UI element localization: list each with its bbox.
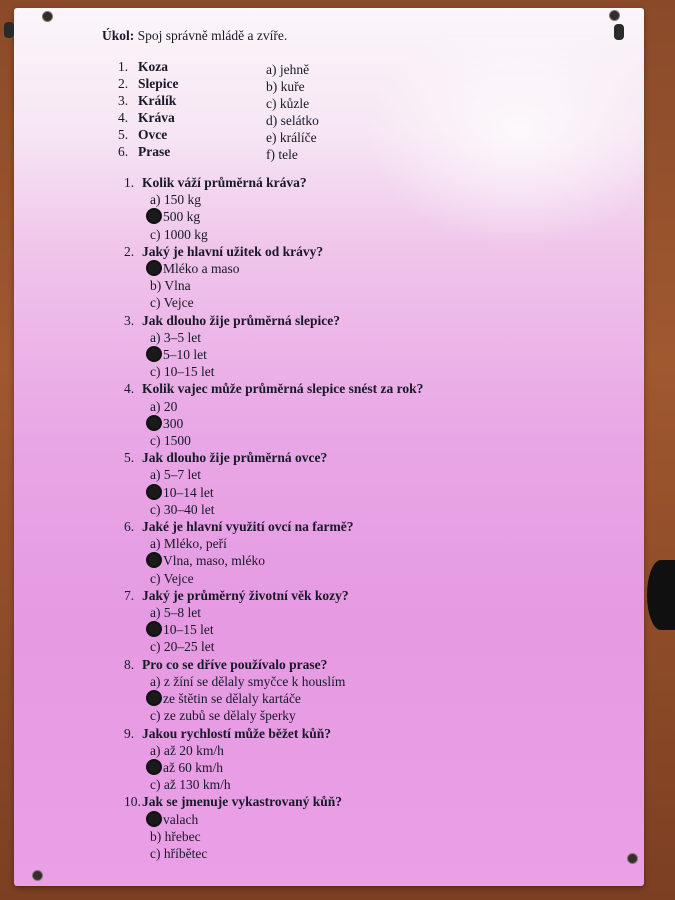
answer-option [124,759,423,776]
quiz-list [124,174,423,862]
answer-option [124,828,423,845]
question [124,449,423,466]
answer-text: 10–15 let [163,622,214,638]
circled-answer-icon [146,690,162,706]
circled-answer-icon [146,208,162,224]
animal-item [118,92,179,109]
answer-text: b) Vlna [150,278,191,294]
animal-name: Králík [138,93,177,108]
answer-text: a) 5–8 let [150,605,201,621]
question-text: Jaký je průměrný životní věk kozy? [142,587,349,603]
animal-name: Kráva [138,110,175,125]
animal-number: 5. [118,127,129,142]
animal-number: 6. [118,144,129,159]
answer-option [124,638,423,655]
answer-text: c) 30–40 let [150,501,215,517]
young-item: e) králíče [266,130,317,145]
young-item: a) jehně [266,62,310,77]
circled-answer-icon [146,552,162,568]
answer-text: c) 1500 [150,433,191,449]
answer-text: 5–10 let [163,347,207,363]
answer-text: c) hříbětec [150,845,208,861]
answer-text: a) 150 kg [150,192,201,208]
answer-text: a) 20 [150,398,178,414]
circled-answer-icon [146,346,162,362]
question [124,243,423,260]
animal-number: 2. [118,76,129,91]
animal-name: Koza [138,59,168,74]
answer-option [124,604,423,621]
answer-text: c) Vejce [150,570,194,586]
animal-item [118,75,179,92]
answer-option [124,776,423,793]
answer-text: 300 [163,415,184,431]
answer-option [124,415,423,432]
task-text: Spoj správně mládě a zvíře. [137,28,288,43]
answer-text: Mléko a maso [163,261,240,277]
animal-item [118,126,179,143]
answer-option [124,742,423,759]
answer-text: a) 5–7 let [150,467,201,483]
animal-name: Ovce [138,127,168,142]
question-text: Jak dlouho žije průměrná ovce? [142,450,328,466]
answer-option [124,570,423,587]
question [124,587,423,604]
young-item: b) kuře [266,79,305,94]
question [124,518,423,535]
answer-text: 500 kg [163,209,201,225]
animal-number: 1. [118,59,129,74]
answer-option [124,294,423,311]
background-object [647,560,675,630]
question-number: 10. [124,794,141,810]
animal-number: 4. [118,110,129,125]
young-list [266,61,319,163]
question-text: Jakou rychlostí může běžet kůň? [142,725,331,741]
answer-option [124,621,423,638]
question-number: 2. [124,243,135,259]
answer-text: c) 1000 kg [150,226,208,242]
animal-item [118,109,179,126]
question-text: Jak dlouho žije průměrná slepice? [142,312,340,328]
answer-option [124,501,423,518]
animal-name: Prase [138,144,171,159]
circled-answer-icon [146,621,162,637]
answer-text: 10–14 let [163,484,214,500]
young-item: c) kůzle [266,96,310,111]
question-text: Kolik vajec může průměrná slepice snést za rok? [142,381,424,397]
question [124,380,423,397]
answer-text: c) ze zubů se dělaly šperky [150,708,296,724]
answer-option [124,466,423,483]
answer-option [124,329,423,346]
answer-option [124,535,423,552]
answer-option [124,208,423,225]
answer-option [124,484,423,501]
answer-text: c) 10–15 let [150,364,215,380]
young-item: f) tele [266,147,298,162]
answer-option [124,811,423,828]
answer-text: ze štětin se dělaly kartáče [163,691,301,707]
answer-option [124,226,423,243]
clip-icon [4,22,14,38]
animal-list [118,58,179,160]
answer-option [124,432,423,449]
answer-option [124,398,423,415]
answer-option [124,363,423,380]
answer-option [124,191,423,208]
circled-answer-icon [146,759,162,775]
answer-text: c) 20–25 let [150,639,215,655]
circled-answer-icon [146,484,162,500]
question [124,793,423,810]
question-number: 7. [124,587,135,603]
animal-item [118,143,179,160]
question-number: 4. [124,381,135,397]
answer-option [124,707,423,724]
circled-answer-icon [146,811,162,827]
answer-text: a) z žíní se dělaly smyčce k houslím [150,673,346,689]
animal-number: 3. [118,93,129,108]
circled-answer-icon [146,415,162,431]
answer-text: Vlna, maso, mléko [163,553,265,569]
question-number: 1. [124,175,135,190]
task-heading [102,28,287,44]
animal-item [118,58,179,75]
question [124,312,423,329]
animal-name: Slepice [138,76,179,91]
answer-text: a) až 20 km/h [150,742,224,758]
answer-option [124,260,423,277]
answer-option [124,690,423,707]
question-text: Pro co se dříve používalo prase? [142,656,328,672]
answer-text: a) Mléko, peří [150,536,227,552]
question [124,174,423,191]
answer-text: b) hřebec [150,828,201,844]
question-text: Jaký je hlavní užitek od krávy? [142,243,324,259]
question-text: Jak se jmenuje vykastrovaný kůň? [142,794,343,810]
question-number: 9. [124,725,135,741]
answer-option [124,845,423,862]
young-item: d) selátko [266,113,319,128]
answer-text: a) 3–5 let [150,329,201,345]
answer-option [124,552,423,569]
question [124,656,423,673]
question-number: 5. [124,450,135,466]
worksheet-paper [14,8,644,886]
question-number: 8. [124,656,135,672]
answer-option [124,673,423,690]
question-number: 6. [124,519,135,535]
question-text: Kolik váží průměrná kráva? [142,175,307,190]
answer-text: c) Vejce [150,295,194,311]
question-number: 3. [124,312,135,328]
answer-option [124,277,423,294]
answer-text: valach [163,811,199,827]
answer-text: až 60 km/h [163,759,223,775]
question-text: Jaké je hlavní využití ovcí na farmě? [142,519,354,535]
task-label: Úkol: [102,28,135,43]
question [124,725,423,742]
circled-answer-icon [146,260,162,276]
answer-text: c) až 130 km/h [150,777,231,793]
answer-option [124,346,423,363]
